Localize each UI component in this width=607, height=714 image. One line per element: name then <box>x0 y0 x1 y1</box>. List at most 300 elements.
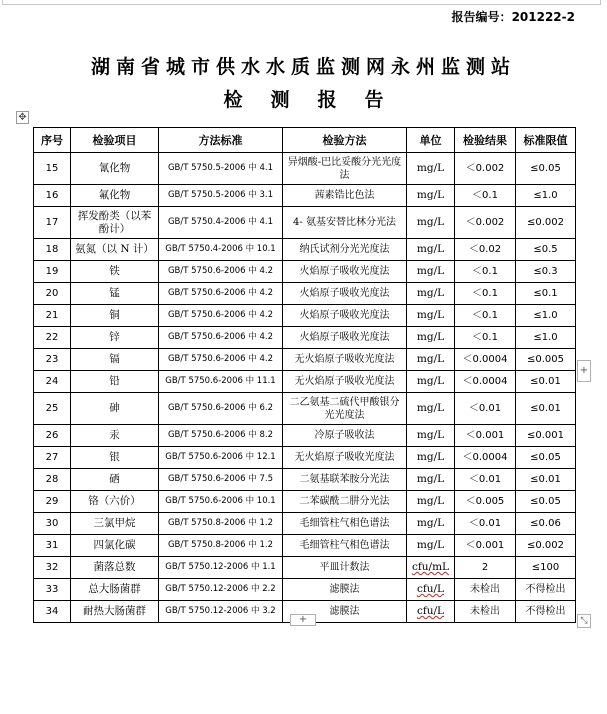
cell-method-text: 无火焰原子吸收光度法 <box>294 354 395 365</box>
cell-unit <box>407 371 455 393</box>
cell-limit-text: ≤0.06 <box>530 518 561 529</box>
cell-result <box>455 447 516 469</box>
cell-standard-text: GB/T 5750.8-2006 中 1.2 <box>167 540 274 550</box>
cell-result-text: ＜0.1 <box>472 288 498 299</box>
cell-limit-text: ≤0.01 <box>530 376 561 387</box>
cell-item <box>71 601 159 623</box>
cell-standard-text: GB/T 5750.6-2006 中 4.2 <box>167 288 274 298</box>
cell-unit-text: mg/L <box>416 287 445 299</box>
cell-item-text: 耐热大肠菌群 <box>83 605 146 617</box>
cell-no <box>34 601 71 623</box>
cell-no-text: 34 <box>45 606 59 617</box>
cell-standard-text: GB/T 5750.12-2006 中 2.2 <box>165 584 276 594</box>
cell-standard <box>159 469 283 491</box>
cell-standard <box>159 393 283 425</box>
cell-item <box>71 349 159 371</box>
cell-standard-text: GB/T 5750.4-2006 中 4.1 <box>167 217 274 227</box>
table-row <box>34 469 576 491</box>
cell-unit-text: mg/L <box>416 265 445 277</box>
table-header-row <box>34 128 576 153</box>
cell-item-text: 砷 <box>109 402 120 414</box>
column-header: 标准限值 <box>516 128 576 153</box>
cell-item-text: 锌 <box>109 331 120 343</box>
report-number-label: 报告编号： <box>451 10 512 24</box>
cell-standard <box>159 557 283 579</box>
cell-no <box>34 327 71 349</box>
cell-unit <box>407 185 455 207</box>
cell-unit <box>407 261 455 283</box>
cell-method <box>283 557 407 579</box>
cell-method <box>283 349 407 371</box>
cell-item-text: 三氯甲烷 <box>93 517 136 529</box>
cell-method-text: 无火焰原子吸收光度法 <box>294 376 395 387</box>
cell-unit <box>407 393 455 425</box>
cell-unit-text: mg/L <box>416 353 445 365</box>
cell-no-text: 24 <box>45 376 59 387</box>
cell-method <box>283 283 407 305</box>
cell-result <box>455 425 516 447</box>
cell-method <box>283 425 407 447</box>
cell-limit <box>516 579 576 601</box>
cell-result <box>455 283 516 305</box>
cell-item <box>71 239 159 261</box>
cell-unit <box>407 283 455 305</box>
cell-item-text: 铬（六价） <box>88 495 141 507</box>
cell-result-text: ＜0.005 <box>465 496 505 507</box>
cell-unit-text: mg/L <box>416 243 445 255</box>
cell-result <box>455 327 516 349</box>
cell-result-text: ＜0.0004 <box>462 354 508 365</box>
cell-result <box>455 491 516 513</box>
cell-standard-text: GB/T 5750.5-2006 中 4.1 <box>167 163 274 173</box>
cell-result <box>455 185 516 207</box>
cell-method <box>283 185 407 207</box>
cell-limit <box>516 425 576 447</box>
cell-limit <box>516 513 576 535</box>
cell-unit <box>407 469 455 491</box>
cell-no-text: 27 <box>45 452 59 463</box>
report-number <box>452 8 575 25</box>
cell-limit-text: ≤100 <box>531 562 560 573</box>
cell-unit-text: cfu/mL <box>412 561 449 573</box>
cell-item-text: 菌落总数 <box>93 561 136 573</box>
cell-unit-text: mg/L <box>416 451 445 463</box>
cell-limit <box>516 371 576 393</box>
cell-unit <box>407 557 455 579</box>
cell-limit-text: ≤0.5 <box>533 244 558 255</box>
cell-unit <box>407 579 455 601</box>
cell-standard <box>159 185 283 207</box>
cell-standard-text: GB/T 5750.5-2006 中 3.1 <box>167 190 274 200</box>
cell-no <box>34 185 71 207</box>
cell-method <box>283 535 407 557</box>
cell-item <box>71 557 159 579</box>
cell-limit <box>516 491 576 513</box>
cell-unit <box>407 447 455 469</box>
cell-result-text: ＜0.1 <box>472 190 498 201</box>
cell-limit <box>516 469 576 491</box>
cell-item-text: 挥发酚类（以苯酚计） <box>77 209 152 235</box>
table-row <box>34 349 576 371</box>
cell-unit <box>407 425 455 447</box>
cell-method <box>283 153 407 185</box>
cell-result <box>455 207 516 239</box>
cell-item <box>71 207 159 239</box>
column-header: 检验结果 <box>455 128 516 153</box>
cell-standard <box>159 447 283 469</box>
cell-item <box>71 283 159 305</box>
cell-no <box>34 447 71 469</box>
table-move-handle-icon[interactable]: ✥ <box>16 111 29 124</box>
cell-result-text: 未检出 <box>470 606 500 617</box>
cell-result <box>455 535 516 557</box>
cell-standard <box>159 425 283 447</box>
cell-item-text: 银 <box>109 451 120 463</box>
cell-result <box>455 513 516 535</box>
cell-limit-text: ≤0.002 <box>526 217 564 228</box>
cell-standard-text: GB/T 5750.12-2006 中 3.2 <box>165 606 276 616</box>
cell-unit <box>407 153 455 185</box>
cell-limit-text: 不得检出 <box>525 584 566 595</box>
cell-result-text: ＜0.0004 <box>462 452 508 463</box>
cell-result-text: ＜0.01 <box>468 403 502 414</box>
cell-no <box>34 469 71 491</box>
cell-unit-text: mg/L <box>416 309 445 321</box>
cell-limit <box>516 207 576 239</box>
cell-limit <box>516 601 576 623</box>
cell-standard-text: GB/T 5750.6-2006 中 6.2 <box>167 403 274 413</box>
cell-result <box>455 371 516 393</box>
cell-no-text: 17 <box>45 217 59 228</box>
cell-item-text: 氟化物 <box>98 189 131 201</box>
cell-no-text: 28 <box>45 474 59 485</box>
cell-method-text: 二乙氨基二硫代甲酸银分光光度法 <box>289 396 400 421</box>
cell-result-text: ＜0.1 <box>472 332 498 343</box>
cell-limit-text: ≤0.001 <box>526 430 564 441</box>
column-header: 检验方法 <box>283 128 407 153</box>
cell-item <box>71 469 159 491</box>
cell-result-text: ＜0.1 <box>472 310 498 321</box>
cell-item <box>71 185 159 207</box>
cell-result-text: ＜0.02 <box>468 244 502 255</box>
cell-limit <box>516 185 576 207</box>
cell-item <box>71 327 159 349</box>
cell-method <box>283 371 407 393</box>
cell-method-text: 茜素锆比色法 <box>314 190 375 201</box>
report-number-value: 201222-2 <box>511 10 575 24</box>
cell-result <box>455 469 516 491</box>
cell-limit-text: ≤0.05 <box>530 163 561 174</box>
add-row-button[interactable]: + <box>290 614 316 626</box>
cell-standard-text: GB/T 5750.8-2006 中 1.2 <box>167 518 274 528</box>
cell-unit-text: mg/L <box>416 216 445 228</box>
cell-method-text: 无火焰原子吸收光度法 <box>294 452 395 463</box>
cell-unit-text: mg/L <box>416 517 445 529</box>
cell-item-text: 总大肠菌群 <box>88 583 141 595</box>
cell-method <box>283 579 407 601</box>
cell-standard-text: GB/T 5750.6-2006 中 4.2 <box>167 332 274 342</box>
cell-item <box>71 261 159 283</box>
cell-no <box>34 305 71 327</box>
cell-result-text: ＜0.01 <box>468 474 502 485</box>
cell-unit-text: mg/L <box>416 473 445 485</box>
cell-unit-text: cfu/L <box>416 583 445 595</box>
cell-limit-text: ≤0.01 <box>530 403 561 414</box>
cell-no <box>34 153 71 185</box>
page-edge <box>2 0 601 5</box>
cell-method-text: 火焰原子吸收光度法 <box>299 266 390 277</box>
cell-item-text: 硒 <box>109 473 120 485</box>
cell-method-text: 二苯碳酰二肼分光法 <box>299 496 390 507</box>
cell-limit <box>516 447 576 469</box>
cell-limit-text: ≤1.0 <box>533 310 558 321</box>
cell-standard-text: GB/T 5750.12-2006 中 1.1 <box>165 562 276 572</box>
table-row <box>34 557 576 579</box>
cell-method-text: 火焰原子吸收光度法 <box>299 332 390 343</box>
cell-limit-text: ≤1.0 <box>533 190 558 201</box>
cell-item-text: 氨氮（以 N 计） <box>75 243 154 255</box>
cell-limit-text: ≤0.002 <box>526 540 564 551</box>
cell-limit-text: ≤0.1 <box>533 288 558 299</box>
cell-no-text: 31 <box>45 540 59 551</box>
cell-result <box>455 579 516 601</box>
table-row <box>34 239 576 261</box>
cell-no <box>34 393 71 425</box>
cell-standard <box>159 327 283 349</box>
cell-limit <box>516 349 576 371</box>
cell-result-text: ＜0.0004 <box>462 376 508 387</box>
table-row <box>34 535 576 557</box>
cell-method <box>283 513 407 535</box>
cell-result-text: 2 <box>481 562 489 573</box>
cell-limit <box>516 261 576 283</box>
cell-method-text: 4- 氨基安替比林分光法 <box>293 217 396 228</box>
cell-standard-text: GB/T 5750.6-2006 中 10.1 <box>165 496 276 506</box>
document-title: 湖南省城市供水水质监测网永州监测站 <box>90 56 516 78</box>
cell-method-text: 平皿计数法 <box>319 562 370 573</box>
cell-method <box>283 393 407 425</box>
table-row <box>34 425 576 447</box>
cell-no <box>34 349 71 371</box>
cell-standard-text: GB/T 5750.6-2006 中 4.2 <box>167 354 274 364</box>
column-header: 检验项目 <box>71 128 159 153</box>
cell-no-text: 15 <box>45 163 59 174</box>
cell-result <box>455 601 516 623</box>
cell-standard <box>159 261 283 283</box>
cell-standard <box>159 371 283 393</box>
cell-result <box>455 557 516 579</box>
cell-result-text: ＜0.001 <box>465 430 505 441</box>
cell-item-text: 铁 <box>109 265 120 277</box>
cell-standard-text: GB/T 5750.6-2006 中 11.1 <box>165 376 276 386</box>
cell-no <box>34 371 71 393</box>
cell-unit <box>407 305 455 327</box>
cell-item <box>71 371 159 393</box>
cell-method-text: 火焰原子吸收光度法 <box>299 310 390 321</box>
cell-result-text: 未检出 <box>470 584 500 595</box>
cell-standard <box>159 305 283 327</box>
cell-result <box>455 261 516 283</box>
cell-result <box>455 305 516 327</box>
table-row <box>34 185 576 207</box>
cell-limit-text: ≤0.01 <box>530 474 561 485</box>
cell-item <box>71 535 159 557</box>
cell-result <box>455 349 516 371</box>
cell-standard <box>159 491 283 513</box>
cell-limit <box>516 283 576 305</box>
cell-method <box>283 261 407 283</box>
cell-result-text: ＜0.001 <box>465 540 505 551</box>
cell-item-text: 锰 <box>109 287 120 299</box>
cell-limit-text: ≤0.3 <box>533 266 558 277</box>
cell-result-text: ＜0.002 <box>465 163 505 174</box>
cell-standard-text: GB/T 5750.4-2006 中 10.1 <box>165 244 276 254</box>
cell-item-text: 铅 <box>109 375 120 387</box>
cell-item <box>71 393 159 425</box>
cell-method <box>283 491 407 513</box>
cell-no <box>34 239 71 261</box>
cell-limit <box>516 305 576 327</box>
cell-unit <box>407 349 455 371</box>
cell-no-text: 32 <box>45 562 59 573</box>
cell-method <box>283 447 407 469</box>
cell-method <box>283 207 407 239</box>
cell-limit-text: 不得检出 <box>525 606 566 617</box>
table-row <box>34 579 576 601</box>
cell-result-text: ＜0.1 <box>472 266 498 277</box>
cell-limit <box>516 153 576 185</box>
cell-no <box>34 535 71 557</box>
cell-limit-text: ≤0.05 <box>530 452 561 463</box>
cell-no-text: 20 <box>45 288 59 299</box>
cell-method <box>283 327 407 349</box>
cell-limit-text: ≤0.005 <box>526 354 564 365</box>
cell-unit <box>407 535 455 557</box>
cell-unit <box>407 207 455 239</box>
table-row <box>34 207 576 239</box>
cell-method <box>283 239 407 261</box>
cell-unit <box>407 513 455 535</box>
cell-method-text: 冷原子吸收法 <box>314 430 375 441</box>
cell-no-text: 21 <box>45 310 59 321</box>
cell-standard <box>159 349 283 371</box>
cell-standard <box>159 283 283 305</box>
cell-limit-text: ≤0.05 <box>530 496 561 507</box>
cell-standard-text: GB/T 5750.6-2006 中 7.5 <box>167 474 274 484</box>
document-subtitle: 检测报告 <box>223 89 412 111</box>
cell-unit <box>407 327 455 349</box>
cell-no <box>34 283 71 305</box>
cell-method-text: 二氨基联苯胺分光法 <box>299 474 390 485</box>
cell-standard-text: GB/T 5750.6-2006 中 12.1 <box>165 452 276 462</box>
cell-limit-text: ≤1.0 <box>533 332 558 343</box>
cell-item <box>71 491 159 513</box>
cell-method-text: 毛细管柱气相色谱法 <box>299 540 390 551</box>
cell-method <box>283 305 407 327</box>
cell-no <box>34 261 71 283</box>
cell-unit-text: mg/L <box>416 331 445 343</box>
cell-item-text: 汞 <box>109 429 120 441</box>
cell-method-text: 滤膜法 <box>329 584 360 595</box>
table-resize-handle-icon[interactable]: ⤡ <box>577 614 591 628</box>
cell-unit-text: mg/L <box>416 402 445 414</box>
cell-item-text: 镉 <box>109 353 120 365</box>
cell-item <box>71 305 159 327</box>
cell-no-text: 25 <box>45 403 59 414</box>
cell-standard-text: GB/T 5750.6-2006 中 8.2 <box>167 430 274 440</box>
cell-no-text: 16 <box>45 190 59 201</box>
cell-no-text: 18 <box>45 244 59 255</box>
cell-method-text: 异烟酸-巴比妥酸分光光度法 <box>287 156 402 181</box>
cell-unit-text: mg/L <box>416 495 445 507</box>
cell-method <box>283 469 407 491</box>
cell-unit <box>407 601 455 623</box>
cell-item <box>71 579 159 601</box>
cell-result <box>455 239 516 261</box>
table-row <box>34 371 576 393</box>
cell-result-text: ＜0.01 <box>468 518 502 529</box>
cell-standard <box>159 239 283 261</box>
cell-unit-text: mg/L <box>416 162 445 174</box>
table-row <box>34 261 576 283</box>
cell-standard <box>159 535 283 557</box>
cell-no-text: 26 <box>45 430 59 441</box>
table-row <box>34 327 576 349</box>
cell-standard <box>159 579 283 601</box>
cell-result <box>455 393 516 425</box>
cell-no <box>34 557 71 579</box>
cell-method-text: 毛细管柱气相色谱法 <box>299 518 390 529</box>
cell-standard-text: GB/T 5750.6-2006 中 4.2 <box>167 310 274 320</box>
cell-no-text: 23 <box>45 354 59 365</box>
cell-limit <box>516 535 576 557</box>
cell-standard <box>159 207 283 239</box>
cell-unit-text: mg/L <box>416 429 445 441</box>
cell-no <box>34 425 71 447</box>
cell-unit-text: mg/L <box>416 189 445 201</box>
cell-limit <box>516 327 576 349</box>
cell-item-text: 铜 <box>109 309 120 321</box>
column-header: 序号 <box>34 128 71 153</box>
cell-standard <box>159 601 283 623</box>
cell-unit <box>407 491 455 513</box>
cell-standard-text: GB/T 5750.6-2006 中 4.2 <box>167 266 274 276</box>
cell-item <box>71 513 159 535</box>
cell-unit <box>407 239 455 261</box>
cell-unit-text: mg/L <box>416 375 445 387</box>
add-column-button[interactable]: + <box>577 360 591 382</box>
cell-result <box>455 153 516 185</box>
cell-method-text: 火焰原子吸收光度法 <box>299 288 390 299</box>
table-row <box>34 305 576 327</box>
cell-no-text: 33 <box>45 584 59 595</box>
test-results-table <box>33 127 576 623</box>
cell-no <box>34 207 71 239</box>
column-header: 方法标准 <box>159 128 283 153</box>
column-header: 单位 <box>407 128 455 153</box>
cell-no-text: 22 <box>45 332 59 343</box>
cell-item-text: 四氯化碳 <box>93 539 136 551</box>
cell-no-text: 30 <box>45 518 59 529</box>
cell-no-text: 29 <box>45 496 59 507</box>
cell-item <box>71 447 159 469</box>
cell-item-text: 氰化物 <box>98 162 131 174</box>
table-row <box>34 447 576 469</box>
table-body <box>34 153 576 623</box>
cell-method-text: 滤膜法 <box>329 606 360 617</box>
cell-limit <box>516 393 576 425</box>
table-row <box>34 491 576 513</box>
